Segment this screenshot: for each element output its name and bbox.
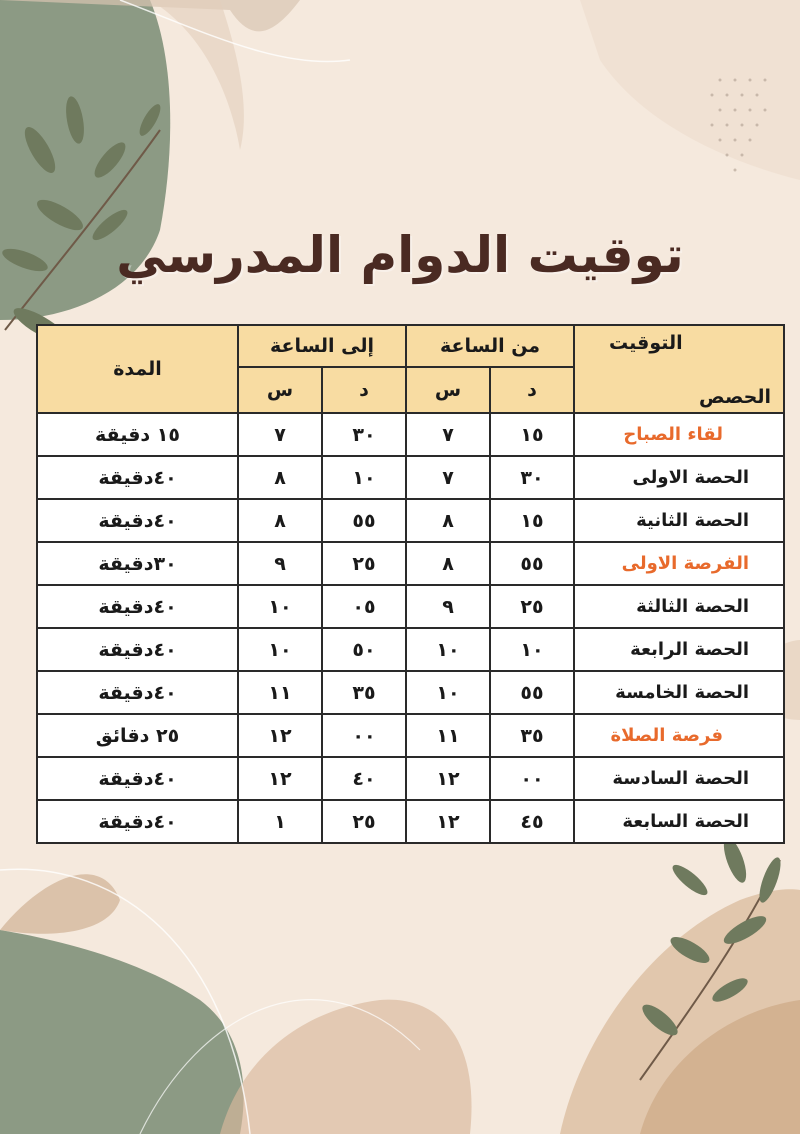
- table-row: [37, 671, 784, 714]
- to-hour: ٨: [238, 499, 322, 542]
- to-minute: ٤٠: [322, 757, 406, 800]
- period-name: فرصة الصلاة: [574, 714, 784, 757]
- period-name: الحصة الاولى: [574, 456, 784, 499]
- table-row: [37, 714, 784, 757]
- table-row: [37, 542, 784, 585]
- from-hour: ٨: [406, 499, 490, 542]
- to-minute: ٣٠: [322, 413, 406, 456]
- header-from-hour: س: [406, 367, 490, 413]
- from-minute: ٣٠: [490, 456, 574, 499]
- to-hour: ١٢: [238, 714, 322, 757]
- header-from-minute: د: [490, 367, 574, 413]
- table-row: [37, 800, 784, 843]
- to-hour: ٨: [238, 456, 322, 499]
- from-minute: ١٥: [490, 499, 574, 542]
- to-hour: ١٠: [238, 585, 322, 628]
- period-name: الحصة الخامسة: [574, 671, 784, 714]
- period-name: الحصة الثانية: [574, 499, 784, 542]
- to-minute: ٥٥: [322, 499, 406, 542]
- to-minute: ٠٥: [322, 585, 406, 628]
- to-minute: ٠٠: [322, 714, 406, 757]
- period-name: لقاء الصباح: [574, 413, 784, 456]
- from-hour: ٨: [406, 542, 490, 585]
- table-row: [37, 628, 784, 671]
- header-to: إلى الساعة: [238, 325, 406, 367]
- to-hour: ٧: [238, 413, 322, 456]
- duration: ٤٠دقيقة: [37, 456, 238, 499]
- header-timing: التوقيت: [609, 332, 683, 354]
- period-name: الحصة السادسة: [574, 757, 784, 800]
- to-minute: ٢٥: [322, 800, 406, 843]
- table-row: [37, 757, 784, 800]
- from-hour: ٧: [406, 413, 490, 456]
- to-hour: ١١: [238, 671, 322, 714]
- duration: ٤٠دقيقة: [37, 628, 238, 671]
- from-hour: ١٠: [406, 628, 490, 671]
- header-from: من الساعة: [406, 325, 574, 367]
- from-hour: ٩: [406, 585, 490, 628]
- to-hour: ٩: [238, 542, 322, 585]
- from-minute: ١٥: [490, 413, 574, 456]
- to-hour: ١٢: [238, 757, 322, 800]
- period-name: الحصة السابعة: [574, 800, 784, 843]
- table-row: [37, 585, 784, 628]
- duration: ٤٠دقيقة: [37, 585, 238, 628]
- duration: ٤٠دقيقة: [37, 671, 238, 714]
- page-title: توقيت الدوام المدرسي: [116, 226, 684, 284]
- table-row: [37, 413, 784, 456]
- from-minute: ٢٥: [490, 585, 574, 628]
- duration: ٤٠دقيقة: [37, 800, 238, 843]
- from-minute: ١٠: [490, 628, 574, 671]
- to-minute: ١٠: [322, 456, 406, 499]
- header-timing-periods: [574, 325, 784, 413]
- schedule-table: [36, 324, 785, 844]
- to-hour: ١: [238, 800, 322, 843]
- to-minute: ٥٠: [322, 628, 406, 671]
- duration: ٢٥ دقائق: [37, 714, 238, 757]
- header-to-hour: س: [238, 367, 322, 413]
- from-minute: ٤٥: [490, 800, 574, 843]
- from-hour: ١١: [406, 714, 490, 757]
- from-minute: ٥٥: [490, 542, 574, 585]
- duration: ١٥ دقيقة: [37, 413, 238, 456]
- period-name: الحصة الرابعة: [574, 628, 784, 671]
- from-minute: ٣٥: [490, 714, 574, 757]
- from-hour: ١٢: [406, 757, 490, 800]
- from-hour: ٧: [406, 456, 490, 499]
- table-row: [37, 456, 784, 499]
- table-row: [37, 499, 784, 542]
- period-name: الفرصة الاولى: [574, 542, 784, 585]
- to-minute: ٢٥: [322, 542, 406, 585]
- from-hour: ١٠: [406, 671, 490, 714]
- header-to-minute: د: [322, 367, 406, 413]
- to-hour: ١٠: [238, 628, 322, 671]
- from-minute: ٠٠: [490, 757, 574, 800]
- to-minute: ٣٥: [322, 671, 406, 714]
- from-minute: ٥٥: [490, 671, 574, 714]
- period-name: الحصة الثالثة: [574, 585, 784, 628]
- duration: ٤٠دقيقة: [37, 757, 238, 800]
- duration: ٣٠دقيقة: [37, 542, 238, 585]
- header-duration: المدة: [37, 325, 238, 413]
- header-periods: الحصص: [699, 386, 772, 408]
- duration: ٤٠دقيقة: [37, 499, 238, 542]
- from-hour: ١٢: [406, 800, 490, 843]
